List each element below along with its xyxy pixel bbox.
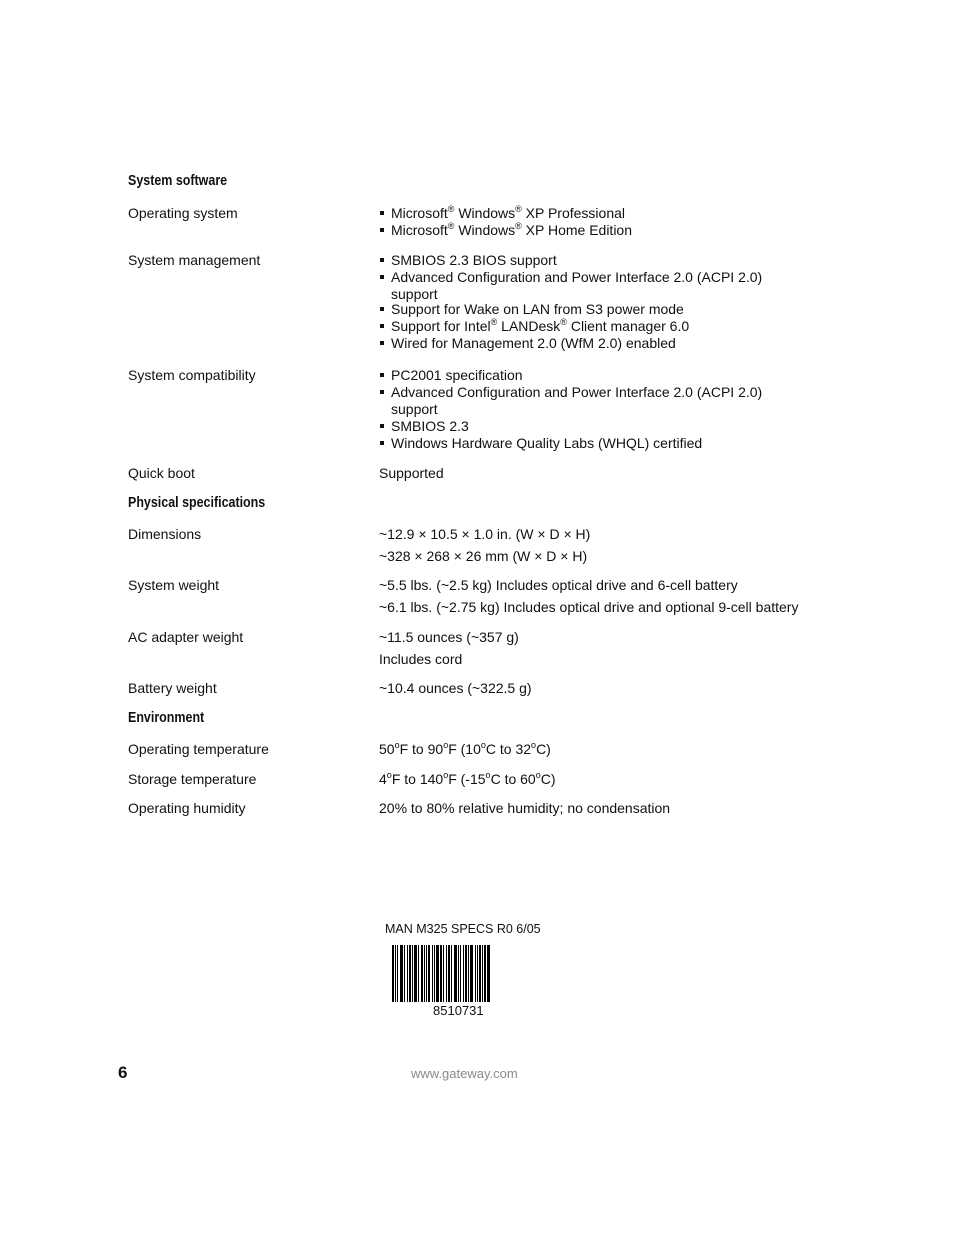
list-system-management bbox=[379, 252, 809, 352]
list-item: Wired for Management 2.0 (WfM 2.0) enabled bbox=[379, 335, 809, 352]
barcode-bar bbox=[407, 945, 408, 1002]
barcode-bar bbox=[428, 945, 430, 1002]
barcode-image bbox=[392, 945, 534, 1003]
value-battery-weight: ~10.4 ounces (~322.5 g) bbox=[379, 680, 532, 696]
barcode-bar bbox=[458, 945, 459, 1002]
barcode-bar bbox=[414, 945, 417, 1002]
label-system-management: System management bbox=[128, 252, 261, 268]
barcode-bar bbox=[426, 945, 427, 1002]
barcode-bar bbox=[412, 945, 413, 1002]
barcode-bar bbox=[475, 945, 476, 1002]
barcode-bar bbox=[470, 945, 473, 1002]
barcode-bar bbox=[424, 945, 425, 1002]
label-operating-system: Operating system bbox=[128, 205, 238, 221]
label-storage-temperature: Storage temperature bbox=[128, 771, 257, 787]
barcode-bar bbox=[468, 945, 469, 1002]
value-ac-adapter-weight: ~11.5 ounces (~357 g) bbox=[379, 629, 519, 645]
barcode-bar bbox=[484, 945, 486, 1002]
list-item: SMBIOS 2.3 bbox=[379, 418, 809, 435]
label-dimensions: Dimensions bbox=[128, 526, 202, 542]
barcode-bar bbox=[454, 945, 457, 1002]
barcode-bar bbox=[487, 945, 490, 1002]
barcode-bar bbox=[465, 945, 467, 1002]
barcode-bar bbox=[479, 945, 481, 1002]
barcode-bar bbox=[443, 945, 444, 1002]
list-item: SMBIOS 2.3 BIOS support bbox=[379, 252, 809, 269]
section-heading-system-software: System software bbox=[128, 173, 228, 189]
barcode-bar bbox=[400, 945, 403, 1002]
barcode-bar bbox=[451, 945, 452, 1002]
barcode-bar bbox=[477, 945, 478, 1002]
barcode-bar bbox=[397, 945, 398, 1002]
footer-url: www.gateway.com bbox=[411, 1066, 518, 1081]
label-operating-temperature: Operating temperature bbox=[128, 741, 269, 757]
list-operating-system bbox=[379, 205, 809, 239]
list-item: PC2001 specification bbox=[379, 367, 809, 384]
barcode-bar bbox=[418, 945, 419, 1002]
value-dimensions-mm: ~328 × 268 × 26 mm (W × D × H) bbox=[379, 548, 588, 564]
barcode-bar bbox=[446, 945, 447, 1002]
value-dimensions-in: ~12.9 × 10.5 × 1.0 in. (W × D × H) bbox=[379, 526, 591, 542]
list-item: Support for Wake on LAN from S3 power mode bbox=[379, 301, 809, 318]
barcode-bar bbox=[482, 945, 483, 1002]
label-ac-adapter-weight: AC adapter weight bbox=[128, 629, 244, 645]
barcode-bar bbox=[421, 945, 423, 1002]
barcode-bar bbox=[460, 945, 461, 1002]
barcode-number: 8510731 bbox=[433, 1003, 484, 1018]
label-operating-humidity: Operating humidity bbox=[128, 800, 246, 816]
list-item: Support for Intel® LANDesk® Client manager 6.0 bbox=[379, 318, 809, 335]
value-operating-humidity: 20% to 80% relative humidity; no condensation bbox=[379, 800, 671, 816]
barcode-bar bbox=[463, 945, 464, 1002]
value-storage-temperature: 4$^o$F to 140$^o$F (-15$^o$C to 60$^o$C) bbox=[379, 770, 556, 787]
list-item: Microsoft® Windows® XP Professional bbox=[379, 205, 809, 222]
barcode-bar bbox=[436, 945, 439, 1002]
document-code: MAN M325 SPECS R0 6/05 bbox=[385, 922, 541, 936]
barcode-bar bbox=[432, 945, 433, 1002]
value-quick-boot: Supported bbox=[379, 465, 444, 481]
page-number: 6 bbox=[118, 1063, 128, 1082]
barcode-bar bbox=[404, 945, 405, 1002]
value-operating-temperature: 50$^o$F to 90$^o$F (10$^o$C to 32$^o$C) bbox=[379, 740, 551, 757]
list-item: Microsoft® Windows® XP Home Edition bbox=[379, 222, 809, 239]
list-item: Advanced Configuration and Power Interface 2.0 (ACPI 2.0) support bbox=[379, 269, 786, 303]
barcode-bar bbox=[409, 945, 411, 1002]
barcode-bar bbox=[395, 945, 396, 1002]
label-battery-weight: Battery weight bbox=[128, 680, 217, 696]
list-item: Windows Hardware Quality Labs (WHQL) certified bbox=[379, 435, 809, 452]
barcode-bar bbox=[440, 945, 442, 1002]
label-quick-boot: Quick boot bbox=[128, 465, 195, 481]
label-system-compatibility: System compatibility bbox=[128, 367, 256, 383]
value-weight-9cell: ~6.1 lbs. (~2.75 kg) Includes optical drive and optional 9-cell battery bbox=[379, 599, 799, 615]
section-heading-environment: Environment bbox=[128, 710, 205, 726]
barcode-bar bbox=[448, 945, 450, 1002]
barcode-bar bbox=[392, 945, 394, 1002]
value-ac-adapter-note: Includes cord bbox=[379, 651, 463, 667]
list-system-compatibility bbox=[379, 367, 809, 452]
barcode-bar bbox=[434, 945, 435, 1002]
section-heading-physical-specifications: Physical specifications bbox=[128, 495, 266, 511]
label-system-weight: System weight bbox=[128, 577, 220, 593]
value-weight-6cell: ~5.5 lbs. (~2.5 kg) Includes optical drive and 6-cell battery bbox=[379, 577, 738, 593]
list-item: Advanced Configuration and Power Interface 2.0 (ACPI 2.0) support bbox=[379, 384, 781, 418]
